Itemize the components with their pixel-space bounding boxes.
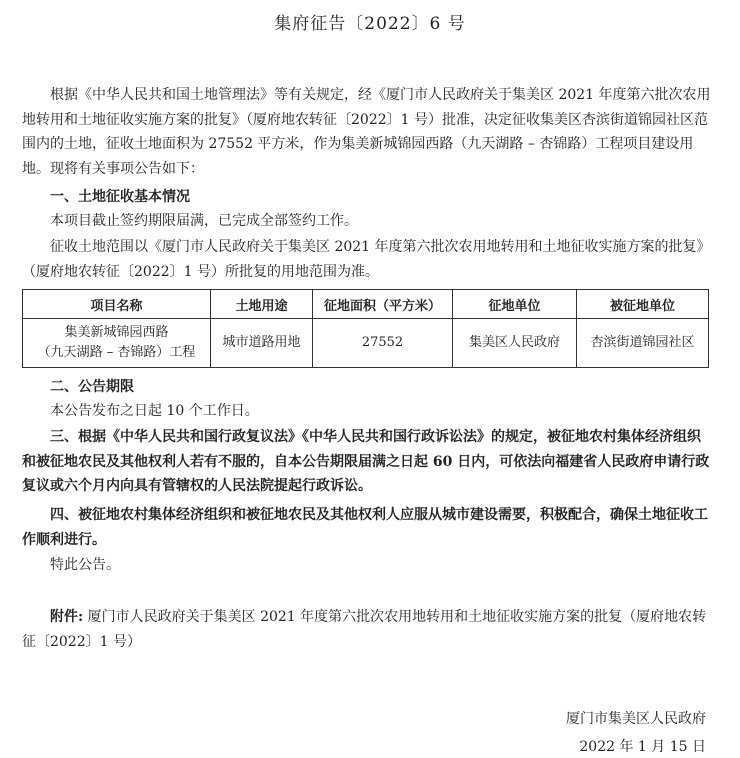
- section2-heading: 二、公告期限: [50, 379, 134, 395]
- cell-project-name: [23, 319, 211, 368]
- section4-paragraph: 四、被征地农村集体经济组织和被征地农民及其他权利人应服从城市建设需要，积极配合，确保土地征收工作顺利进行。: [22, 507, 708, 548]
- table-row: [23, 319, 709, 368]
- header-land-use: 土地用途: [211, 290, 313, 319]
- project-name-line1: 集美新城锦园西路: [64, 325, 169, 340]
- header-expropriated-unit: 被征地单位: [577, 290, 709, 319]
- attachment-label: 附件:: [50, 609, 84, 625]
- section1-paragraph1: 本项目截止签约期限届满，已完成全部签约工作。: [50, 213, 358, 229]
- header-area: 征地面积（平方米）: [313, 290, 453, 319]
- section3-paragraph: 三、根据《中华人民共和国行政复议法》《中华人民共和国行政诉讼法》的规定，被征地农村集体经济组织和被征地农民及其他权利人若有不服的，自本公告期限届满之日起 60 日内，可依法向福建省人民政府申请行政复议或六个月内向具有管辖权的人民法院提起行政诉讼。: [22, 429, 710, 494]
- cell-land-use: 城市道路用地: [211, 319, 313, 368]
- table-header-row: [23, 290, 709, 319]
- section2-paragraph: 本公告发布之日起 10 个工作日。: [50, 403, 259, 419]
- project-name-line2: （九天湖路 – 杏锦路）工程: [37, 345, 196, 360]
- section1-paragraph2: 征收土地范围以《厦门市人民政府关于集美区 2021 年度第六批次农用地转用和土地征收实施方案的批复》（厦府地农转征〔2022〕1 号）所批复的用地范围为准。: [22, 239, 711, 280]
- document-title: 集府征告〔2022〕6 号: [274, 14, 466, 34]
- signature-date: 2022 年 1 月 15 日: [579, 739, 706, 755]
- intro-paragraph: 根据《中华人民共和国土地管理法》等有关规定，经《厦门市人民政府关于集美区 2021 年度第六批次农用地转用和土地征收实施方案的批复》（厦府地农转征〔2022〕1 号）批准，决定征收集美区杏滨街道锦园社区范围内的土地，征收土地面积为 27552 平方米，作为集美新城锦园西路（九天湖路 – 杏锦路）工程项目建设用地。现将有关事项公告如下：: [22, 87, 711, 177]
- header-project-name: 项目名称: [23, 290, 211, 319]
- attachment-text: 厦门市人民政府关于集美区 2021 年度第六批次农用地转用和土地征收实施方案的批复（厦府地农转征〔2022〕1 号）: [22, 609, 707, 650]
- cell-expropriating-unit: 集美区人民政府: [453, 319, 577, 368]
- section1-heading: 一、土地征收基本情况: [50, 189, 190, 205]
- cell-expropriated-unit: 杏滨街道锦园社区: [577, 319, 709, 368]
- cell-area: 27552: [313, 319, 453, 368]
- signature-org: 厦门市集美区人民政府: [566, 711, 706, 727]
- expropriation-table: [22, 289, 709, 368]
- closing-text: 特此公告。: [50, 557, 120, 573]
- header-expropriating-unit: 征地单位: [453, 290, 577, 319]
- attachment-paragraph: [22, 605, 712, 654]
